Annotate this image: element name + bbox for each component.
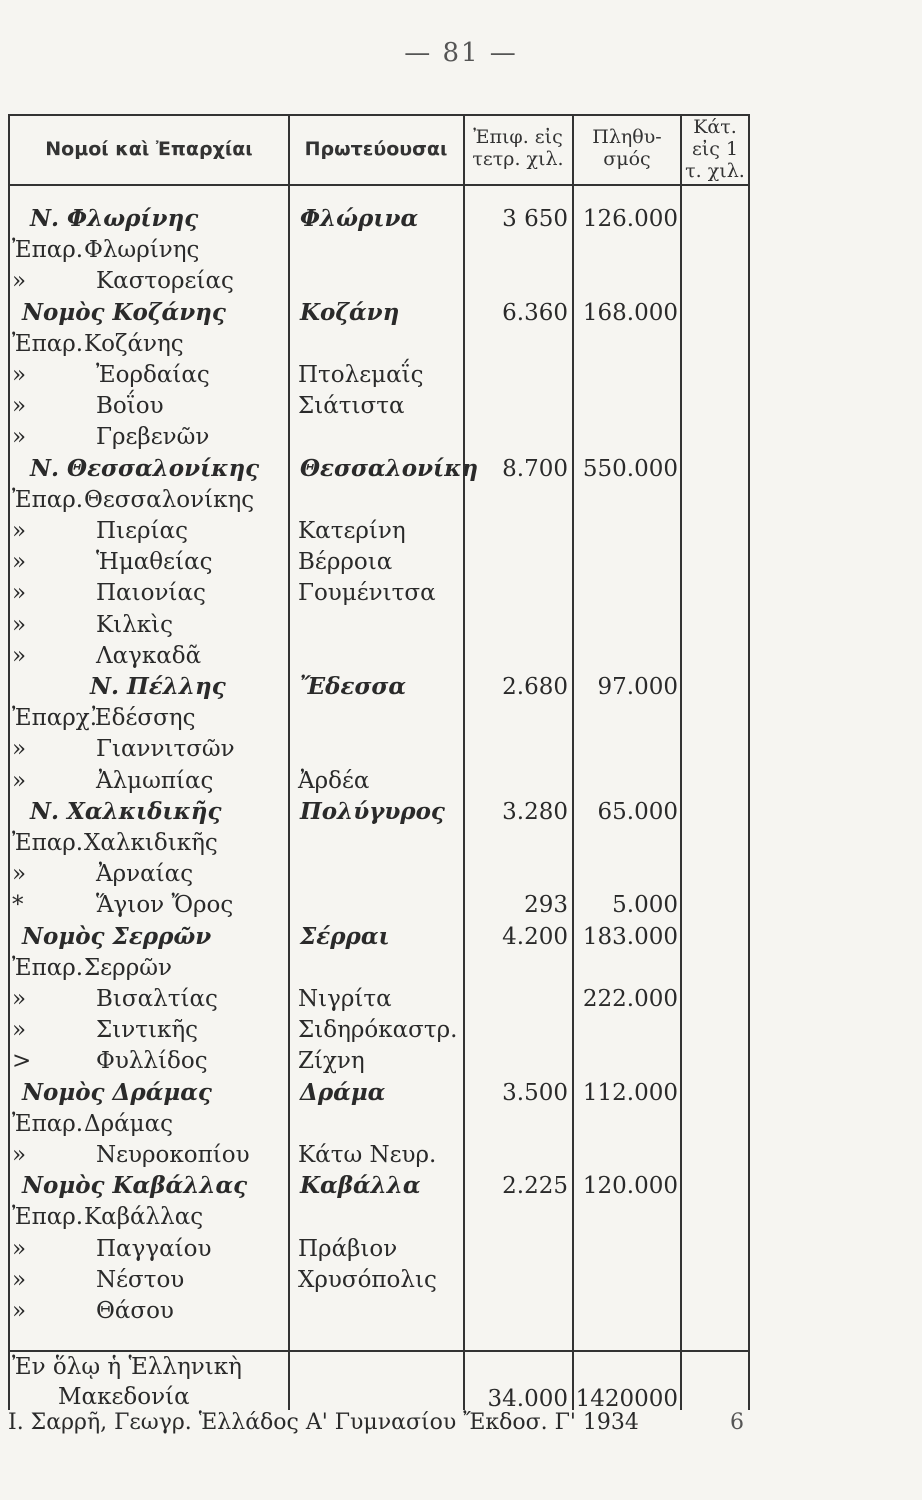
row-prefix: »	[12, 393, 27, 420]
row-prefix: Ἐπαρ.	[12, 330, 84, 357]
row-capital: Θεσσαλονίκη	[300, 454, 479, 482]
row-capital: Πράβιον	[298, 1235, 398, 1262]
row-population: 168.000	[582, 299, 678, 326]
row-region-name: Ἐδέσσης	[92, 705, 196, 732]
row-region-name: Γρεβενῶν	[96, 424, 210, 451]
row-capital: Ἔδεσσα	[300, 673, 407, 700]
row-region-name: Ν. Φλωρίνης	[30, 205, 199, 232]
row-capital: Χρυσόπολις	[298, 1266, 437, 1293]
row-population: 120.000	[582, 1173, 678, 1200]
row-region-name: Σιντικῆς	[96, 1017, 199, 1044]
statistics-table	[8, 114, 754, 1414]
column-rule-capital	[288, 114, 290, 1410]
row-area: 3.280	[502, 798, 568, 825]
row-capital: Νιγρίτα	[298, 986, 392, 1012]
row-population: 550.000	[582, 455, 678, 482]
row-population: 126.000	[582, 206, 678, 232]
row-prefix: »	[12, 1235, 27, 1262]
row-region-name: Ἐορδαίας	[96, 362, 210, 388]
total-label-line2: Μακεδονία	[58, 1384, 190, 1410]
row-prefix: »	[12, 362, 27, 388]
row-capital: Σιδηρόκαστρ.	[298, 1017, 458, 1044]
row-area: 6.360	[502, 299, 568, 326]
row-region-name: Καστορείας	[96, 268, 234, 295]
row-capital: Σέρραι	[300, 922, 390, 950]
row-prefix: »	[12, 549, 27, 576]
row-region-name: Ν. Πέλλης	[90, 673, 226, 700]
row-prefix: »	[12, 518, 27, 544]
row-region-name: Φυλλίδος	[96, 1048, 208, 1075]
header-region: Νομοί καὶ Ἐπαρχίαι	[45, 138, 253, 160]
total-label-line1: Ἐν ὅλῳ ἡ Ἑλληνικὴ	[12, 1354, 242, 1380]
row-region-name: Ἀλμωπίας	[96, 767, 214, 794]
row-region-name: Δράμας	[84, 1110, 174, 1137]
row-prefix: »	[12, 424, 27, 451]
header-population-line1: Πληθυ-	[592, 126, 662, 148]
row-capital: Φλώρινα	[300, 205, 419, 232]
row-region-name: Ἅγιον Ὄρος	[96, 892, 234, 919]
row-region-name: Κοζάνης	[84, 330, 184, 357]
row-region-name: Νομὸς Δράμας	[22, 1078, 212, 1106]
row-capital: Γουμένιτσα	[298, 580, 436, 607]
total-area: 34.000	[487, 1386, 568, 1412]
row-prefix: »	[12, 611, 27, 638]
row-region-name: Παγγαίου	[96, 1235, 212, 1262]
row-region-name: Νομὸς Σερρῶν	[22, 922, 212, 950]
row-prefix: *	[12, 892, 24, 919]
row-region-name: Θάσου	[96, 1298, 174, 1324]
row-prefix: Ἐπαρ.	[12, 830, 84, 856]
row-region-name: Νευροκοπίου	[96, 1142, 250, 1168]
row-prefix: Ἐπαρ.	[12, 1110, 84, 1137]
row-prefix: »	[12, 986, 27, 1012]
row-region-name: Ν. Χαλκιδικῆς	[30, 797, 222, 825]
row-population: 183.000	[582, 923, 678, 950]
row-prefix: Ἐπαρχ.	[12, 705, 98, 732]
column-rule-density	[680, 114, 682, 1410]
row-area: 2.680	[502, 674, 568, 700]
row-capital: Ἀρδέα	[298, 767, 370, 794]
row-prefix: »	[12, 1266, 27, 1293]
row-region-name: Νομὸς Κοζάνης	[22, 298, 226, 326]
header-density-line2: εἰς 1	[691, 138, 739, 160]
row-region-name: Καβάλλας	[84, 1204, 204, 1231]
header-capital: Πρωτεύουσαι	[304, 138, 448, 160]
row-region-name: Πιερίας	[96, 518, 188, 544]
row-region-name: Παιονίας	[96, 580, 206, 607]
row-prefix: »	[12, 580, 27, 607]
row-region-name: Νομὸς Καβάλλας	[22, 1172, 248, 1200]
row-prefix: »	[12, 861, 27, 888]
row-region-name: Ἡμαθείας	[96, 549, 213, 576]
row-prefix: Ἐπαρ.	[12, 1204, 84, 1231]
row-region-name: Κιλκὶς	[96, 611, 174, 638]
row-prefix: »	[12, 642, 27, 669]
row-capital: Σιάτιστα	[298, 393, 405, 420]
row-prefix: Ἐπαρ.	[12, 486, 84, 513]
row-population: 5.000	[612, 892, 678, 919]
header-bottom-rule	[8, 184, 750, 186]
row-region-name: Χαλκιδικῆς	[84, 830, 218, 856]
footer-citation: Ι. Σαρρῆ, Γεωγρ. Ἑλλάδος Α' Γυμνασίου Ἔκδοσ. Γ' 1934	[8, 1410, 639, 1435]
row-capital: Κάτω Νευρ.	[298, 1142, 437, 1168]
header-population-line2: σμός	[603, 148, 651, 170]
header-area-line1: Ἐπιφ. εἰς	[473, 126, 563, 148]
row-capital: Κοζάνη	[300, 298, 400, 326]
header-area-line2: τετρ. χιλ.	[472, 148, 564, 170]
header-density	[682, 116, 748, 182]
row-region-name: Φλωρίνης	[84, 237, 200, 264]
row-area: 2.225	[502, 1173, 568, 1200]
row-area: 293	[524, 892, 568, 919]
row-capital: Πτολεμαΐς	[298, 362, 424, 388]
row-prefix: »	[12, 268, 27, 295]
column-rule-right	[748, 114, 750, 1410]
row-region-name: Βοΐου	[96, 393, 164, 420]
header-area	[465, 126, 571, 170]
header-population	[574, 126, 680, 170]
row-population: 222.000	[582, 986, 678, 1012]
table-top-rule	[8, 114, 750, 116]
row-prefix: Ἐπαρ.	[12, 954, 84, 981]
row-area: 3.500	[502, 1079, 568, 1106]
row-capital: Κατερίνη	[298, 518, 406, 544]
row-region-name: Λαγκαδᾶ	[96, 642, 202, 669]
row-region-name: Γιαννιτσῶν	[96, 736, 235, 763]
total-population: 1420000	[575, 1386, 678, 1412]
row-capital: Βέρροια	[298, 549, 393, 576]
row-region-name: Σερρῶν	[84, 954, 172, 981]
row-region-name: Θεσσαλονίκης	[84, 486, 255, 513]
row-population: 65.000	[597, 798, 678, 825]
column-rule-left	[8, 114, 10, 1410]
row-prefix: Ἐπαρ.	[12, 237, 84, 264]
row-prefix: >	[12, 1048, 32, 1075]
row-area: 3 650	[502, 206, 568, 232]
row-area: 4.200	[502, 923, 568, 950]
row-area: 8.700	[502, 455, 568, 482]
row-region-name: Ν. Θεσσαλονίκης	[30, 454, 260, 482]
row-prefix: »	[12, 1142, 27, 1168]
row-prefix: »	[12, 1298, 27, 1324]
row-prefix: »	[12, 767, 27, 794]
row-capital: Πολύγυρος	[300, 797, 445, 825]
row-region-name: Ἀρναίας	[96, 861, 194, 888]
page-number: — 81 —	[404, 38, 518, 68]
row-population: 97.000	[597, 674, 678, 700]
row-prefix: »	[12, 736, 27, 763]
footer-signature: 6	[730, 1410, 744, 1435]
row-capital: Καβάλλα	[300, 1172, 421, 1200]
header-density-line3: τ. χιλ.	[685, 160, 745, 182]
row-region-name: Βισαλτίας	[96, 986, 218, 1012]
row-capital: Δράμα	[300, 1078, 386, 1106]
row-population: 112.000	[582, 1079, 678, 1106]
row-region-name: Νέστου	[96, 1266, 185, 1293]
row-capital: Ζίχνη	[298, 1048, 365, 1075]
header-density-line1: Κάτ.	[693, 116, 737, 138]
row-prefix: »	[12, 1017, 27, 1044]
